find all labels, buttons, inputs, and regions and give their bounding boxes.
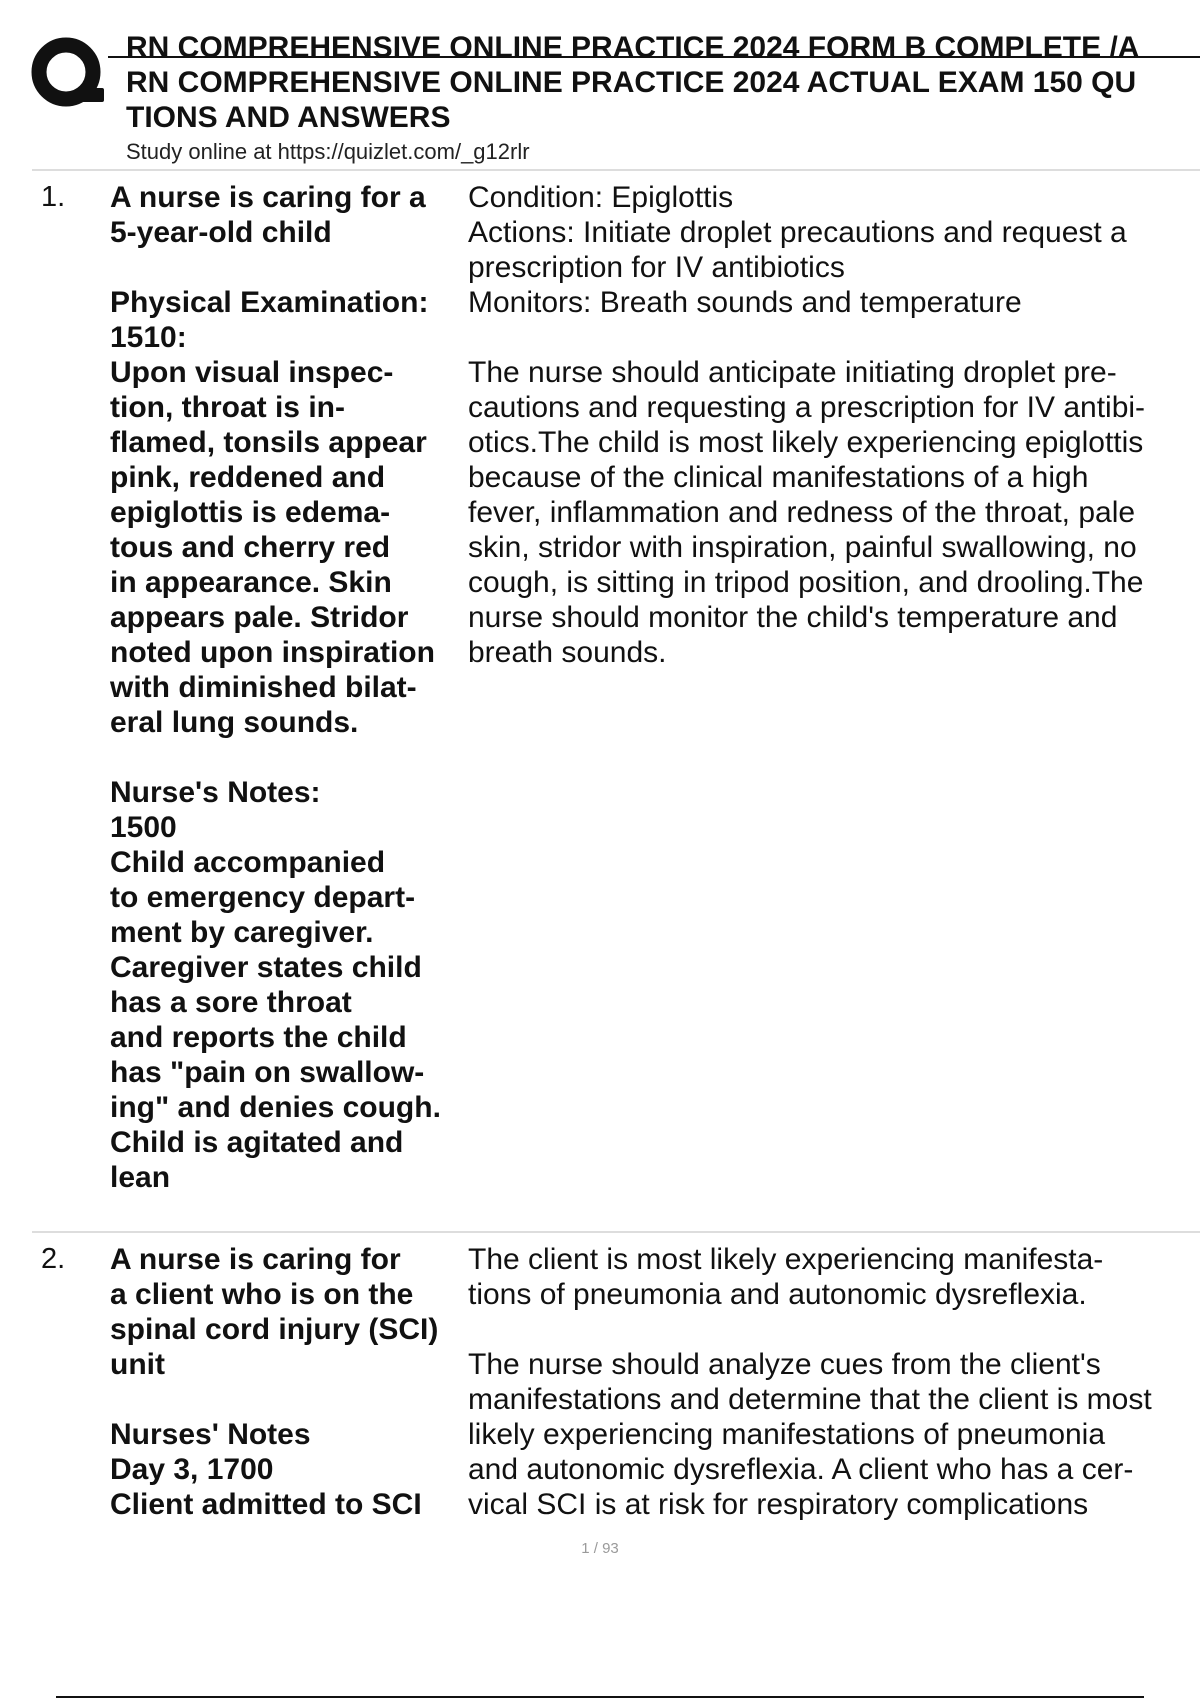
- header: [126, 30, 1200, 165]
- study-online-link[interactable]: Study online at https://quizlet.com/_g12rlr: [126, 139, 530, 164]
- page-number: 1 / 93: [581, 1540, 619, 1557]
- card-number: 1.: [41, 181, 66, 213]
- quizlet-q-logo-icon: [30, 36, 106, 112]
- title-line-1: RN COMPREHENSIVE ONLINE PRACTICE 2024 FORM B COMPLETE /A: [126, 31, 1140, 64]
- title-line-2: RN COMPREHENSIVE ONLINE PRACTICE 2024 ACTUAL EXAM 150 QU: [126, 66, 1137, 99]
- header-divider: [32, 169, 1200, 171]
- card-term: A nurse is caring for a 5-year-old child Physical Examination: 1510: Upon visual inspec- tion, throat is in- flamed, tonsils appear pink, reddened and epiglottis is edema- tous and cherry red in appearance. Skin appears pale. Stridor noted upon inspiration with diminished bilat- eral lung sounds. Nurse's Notes: 1500 Child accompanied to emergency depart- ment by caregiver. Caregiver states child has a sore throat and reports the child has "pain on swallow- ing" and denies cough. Child is agitated and lean: [110, 181, 441, 1194]
- card-number: 2.: [41, 1243, 66, 1275]
- bottom-rule: [56, 1696, 1144, 1698]
- title-line-3: TIONS AND ANSWERS: [126, 101, 451, 134]
- card-divider: [32, 1231, 1200, 1233]
- card-definition: Condition: Epiglottis Actions: Initiate droplet precautions and request a prescription for IV antibiotics Monitors: Breath sounds and temperature The nurse should anticipate initiating droplet pre- cautions and requesting a prescription for IV antibi- otics.The child is most likely experiencing epiglottis because of the clinical manifestations of a high fever, inflammation and redness of the throat, pale skin, stridor with inspiration, painful swallowing, no cough, is sitting in tripod position, and drooling.The nurse should monitor the child's temperature and breath sounds.: [468, 181, 1146, 669]
- card-term: A nurse is caring for a client who is on the spinal cord injury (SCI) unit Nurses' Notes Day 3, 1700 Client admitted to SCI: [110, 1243, 439, 1521]
- card-definition: The client is most likely experiencing manifesta- tions of pneumonia and autonomic dysreflexia. The nurse should analyze cues from the client's manifestations and determine that the client is most likely experiencing manifestations of pneumonia and autonomic dysreflexia. A client who has a cer- vical SCI is at risk for respiratory complications: [468, 1243, 1152, 1521]
